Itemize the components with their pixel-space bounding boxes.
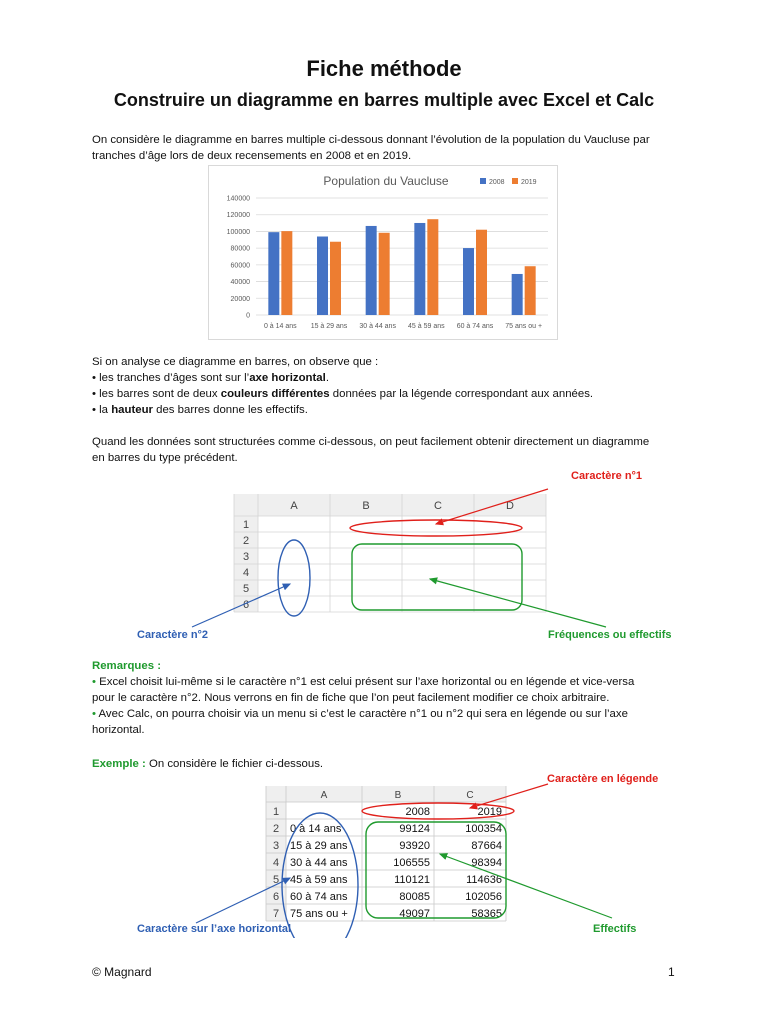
bar-2008-1 bbox=[317, 237, 328, 315]
row-header: 3 bbox=[272, 840, 280, 852]
bar-2019-3 bbox=[427, 219, 438, 315]
cell-b: 106555 bbox=[393, 857, 430, 869]
chart-title: Population du Vaucluse bbox=[323, 174, 449, 188]
text: • les tranches d’âges sont sur l’ bbox=[92, 372, 250, 384]
spreadsheet-grid-2 bbox=[266, 786, 506, 921]
y-tick-label: 120000 bbox=[226, 212, 250, 220]
analysis-bullet-3 bbox=[92, 402, 692, 418]
cell-b: 99124 bbox=[399, 823, 430, 835]
text: données par la légende correspondant aux années. bbox=[329, 388, 594, 400]
row-header: 4 bbox=[272, 857, 280, 869]
cell-c: 58365 bbox=[471, 908, 502, 920]
col-header: A bbox=[320, 790, 328, 801]
remark-2-cont: horizontal. bbox=[92, 724, 145, 736]
structure-line-1: Quand les données sont structurées comme ci-dessous, on peut facilement obtenir directement un diagramme bbox=[92, 436, 650, 448]
bar-2008-2 bbox=[366, 226, 377, 315]
col-header: B bbox=[362, 500, 370, 512]
cell-c: 98394 bbox=[471, 857, 502, 869]
cell-c: 102056 bbox=[465, 891, 502, 903]
text: • les barres sont de deux bbox=[92, 388, 221, 400]
row-header: 3 bbox=[242, 551, 250, 563]
col-header: B bbox=[394, 790, 402, 801]
label-eff: Effectifs bbox=[593, 923, 637, 935]
row-header: 1 bbox=[272, 806, 280, 818]
y-tick-label: 20000 bbox=[230, 295, 250, 303]
col-header: C bbox=[466, 790, 474, 801]
arrow-effectifs bbox=[440, 854, 612, 918]
spreadsheet-grid-1 bbox=[234, 494, 546, 612]
legend-swatch-2019 bbox=[512, 178, 518, 184]
analysis-text bbox=[92, 354, 692, 418]
bar-2019-4 bbox=[476, 230, 487, 315]
row-header: 6 bbox=[242, 599, 250, 611]
y-tick-label: 0 bbox=[246, 312, 250, 320]
remark-2 bbox=[92, 706, 692, 722]
row-header: 4 bbox=[242, 567, 250, 579]
grid-diagram-1 bbox=[0, 462, 768, 652]
text: . bbox=[325, 372, 329, 384]
text: des barres donne les effectifs. bbox=[152, 404, 308, 416]
col-header: D bbox=[506, 500, 514, 512]
bar-2019-5 bbox=[525, 266, 536, 315]
cell-a: 60 à 74 ans bbox=[290, 891, 348, 903]
y-tick-label: 40000 bbox=[230, 279, 250, 287]
intro-line-2: tranches d’âge lors de deux recensements en 2008 et en 2019. bbox=[92, 150, 412, 162]
col-header: C bbox=[434, 500, 442, 512]
page-subtitle: Construire un diagramme en barres multiple avec Excel et Calc bbox=[113, 90, 655, 110]
col-header-bar bbox=[234, 494, 546, 516]
remarks-block bbox=[92, 658, 692, 738]
x-tick-label: 75 ans ou + bbox=[505, 323, 543, 330]
cell-a: 45 à 59 ans bbox=[290, 874, 348, 886]
char2-highlight bbox=[278, 540, 310, 616]
row-header: 6 bbox=[272, 891, 280, 903]
bold-text: axe horizontal bbox=[249, 372, 326, 384]
cell-a: 75 ans ou + bbox=[290, 908, 348, 920]
x-tick-label: 15 à 29 ans bbox=[310, 323, 348, 330]
footer-copyright: © Magnard bbox=[92, 965, 152, 979]
analysis-bullet-1 bbox=[92, 370, 692, 386]
row-header: 5 bbox=[272, 874, 280, 886]
remark-1 bbox=[92, 674, 692, 690]
population-chart bbox=[208, 165, 558, 340]
text: Avec Calc, on pourra choisir via un menu si c’est le caractère n°1 ou n°2 qui sera en légende ou sur l’axe bbox=[96, 708, 628, 720]
bullet: • bbox=[92, 676, 96, 688]
legend-swatch-2008 bbox=[480, 178, 486, 184]
row-header: 7 bbox=[272, 908, 280, 920]
page-title: Fiche méthode bbox=[306, 56, 462, 81]
label-axis: Caractère sur l’axe horizontal bbox=[137, 923, 292, 935]
cell-b: 110121 bbox=[394, 874, 430, 886]
bar-2008-5 bbox=[512, 274, 523, 315]
legend-label: 2019 bbox=[521, 179, 537, 186]
cell-c: 114636 bbox=[466, 874, 502, 886]
analysis-intro: Si on analyse ce diagramme en barres, on observe que : bbox=[92, 356, 379, 368]
x-tick-label: 0 à 14 ans bbox=[263, 323, 297, 330]
label-legend: Caractère en légende bbox=[547, 773, 659, 785]
label-freq: Fréquences ou effectifs bbox=[548, 629, 672, 641]
label-char1: Caractère n°1 bbox=[571, 470, 643, 482]
row-header: 2 bbox=[242, 535, 250, 547]
row-header: 5 bbox=[242, 583, 250, 595]
y-tick-label: 80000 bbox=[230, 245, 250, 253]
bar-2019-1 bbox=[330, 242, 341, 315]
grid-diagram-2 bbox=[0, 768, 768, 938]
bullet: • bbox=[92, 708, 96, 720]
row-header: 1 bbox=[242, 519, 250, 531]
example-text: On considère le fichier ci-dessous. bbox=[145, 758, 324, 770]
example-label: Exemple : bbox=[92, 758, 146, 770]
x-tick-label: 60 à 74 ans bbox=[456, 323, 494, 330]
page-number: 1 bbox=[668, 965, 675, 979]
char1-highlight bbox=[350, 520, 522, 536]
bar-2008-3 bbox=[414, 223, 425, 315]
intro-line-1: On considère le diagramme en barres multiple ci-dessous donnant l’évolution de la population du Vaucluse par bbox=[92, 134, 650, 146]
y-tick-label: 100000 bbox=[226, 228, 250, 236]
y-tick-label: 60000 bbox=[230, 262, 250, 270]
cell-b: 80085 bbox=[399, 891, 430, 903]
row-header: 2 bbox=[272, 823, 280, 835]
remarks-title: Remarques : bbox=[92, 660, 162, 672]
cell-a: 0 à 14 ans bbox=[290, 823, 342, 835]
col-header: A bbox=[290, 500, 298, 512]
arrow-freq bbox=[430, 579, 606, 627]
analysis-bullet-2 bbox=[92, 386, 692, 402]
cell-b: 2008 bbox=[405, 806, 430, 818]
intro-text bbox=[92, 132, 692, 164]
cell-b: 93920 bbox=[399, 840, 430, 852]
remark-1-cont: pour le caractère n°2. Nous verrons en fin de fiche que l’on peut facilement modifier ce choix arbitraire. bbox=[92, 692, 610, 704]
text: • la bbox=[92, 404, 112, 416]
cell-c: 2019 bbox=[477, 806, 502, 818]
legend-label: 2008 bbox=[489, 179, 505, 186]
x-tick-label: 30 à 44 ans bbox=[359, 323, 396, 330]
x-tick-label: 45 à 59 ans bbox=[408, 323, 445, 330]
bar-2019-2 bbox=[379, 233, 390, 315]
cell-a: 30 à 44 ans bbox=[290, 857, 348, 869]
bar-2008-0 bbox=[268, 232, 279, 315]
y-tick-label: 140000 bbox=[226, 195, 250, 203]
cell-c: 100354 bbox=[465, 823, 502, 835]
effectifs-highlight bbox=[352, 544, 522, 610]
structure-line-2: en barres du type précédent. bbox=[92, 452, 238, 464]
label-char2: Caractère n°2 bbox=[137, 629, 209, 641]
bold-text: hauteur bbox=[111, 404, 153, 416]
cell-a: 15 à 29 ans bbox=[290, 840, 348, 852]
cell-b: 49097 bbox=[399, 908, 430, 920]
bar-2019-0 bbox=[281, 231, 292, 315]
cell-c: 87664 bbox=[471, 840, 502, 852]
bar-2008-4 bbox=[463, 248, 474, 315]
text: Excel choisit lui-même si le caractère n°1 est celui présent sur l’axe horizontal ou en légende et vice-versa bbox=[96, 676, 635, 688]
bold-text: couleurs différentes bbox=[220, 388, 330, 400]
